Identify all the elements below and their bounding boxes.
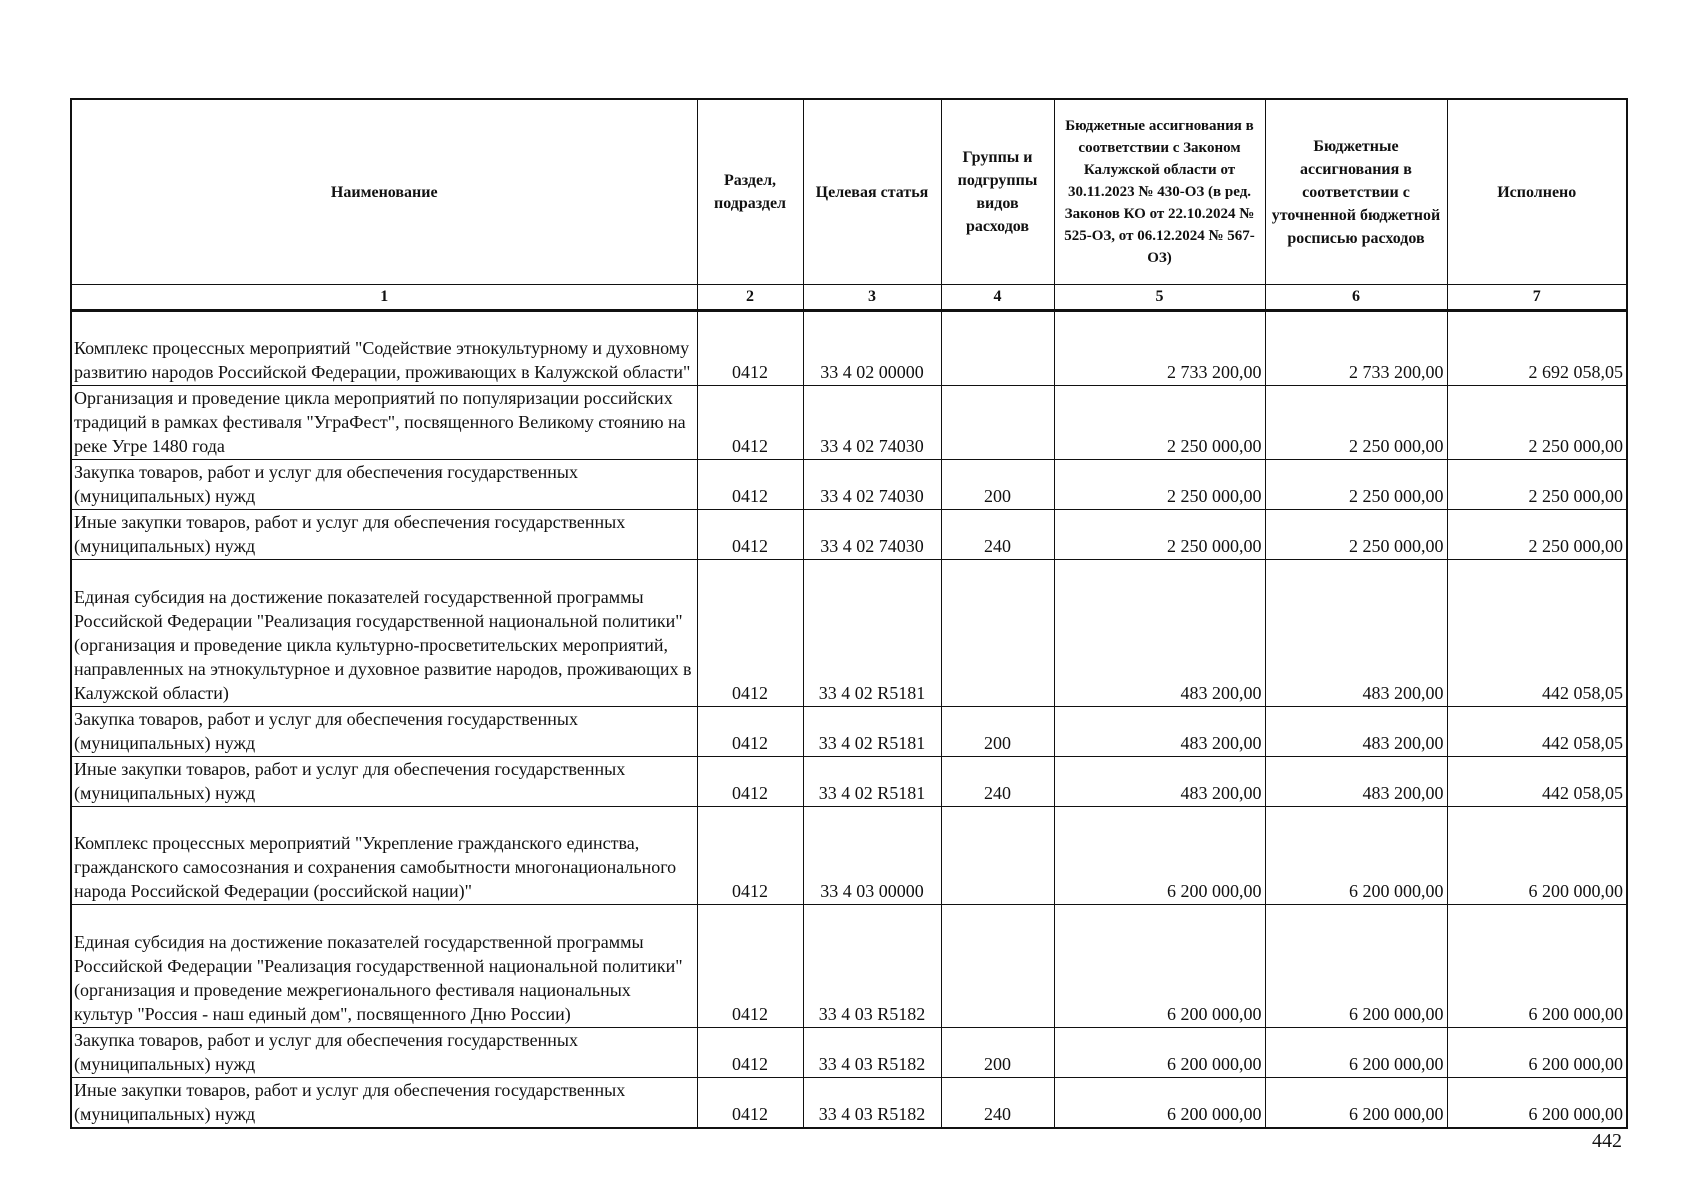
row-done: 442 058,05 (1447, 560, 1627, 707)
row-name: Единая субсидия на достижение показателей государственной программы Российской Федерации "Реализация государственной национальной политики" (организация и проведение межрегионального фестиваля национальных культур "Россия - наш единый дом", посвященного Дню России) (71, 905, 697, 1028)
table-row (71, 905, 1627, 1028)
row-plan: 6 200 000,00 (1265, 905, 1447, 1028)
row-name: Закупка товаров, работ и услуг для обеспечения государственных (муниципальных) нужд (71, 1028, 697, 1078)
row-name: Закупка товаров, работ и услуг для обеспечения государственных (муниципальных) нужд (71, 460, 697, 510)
row-law: 6 200 000,00 (1054, 1078, 1265, 1129)
row-section: 0412 (697, 386, 803, 460)
budget-sheet (70, 98, 1626, 1129)
row-plan: 2 250 000,00 (1265, 510, 1447, 560)
row-done: 2 250 000,00 (1447, 510, 1627, 560)
table-row (71, 1078, 1627, 1129)
row-article: 33 4 02 74030 (803, 510, 941, 560)
row-name: Единая субсидия на достижение показателей государственной программы Российской Федерации "Реализация государственной национальной политики" (организация и проведение цикла культурно-просветительских мероприятий, направленных на этнокультурное и духовное развитие народов, проживающих в Калужской области) (71, 560, 697, 707)
row-law: 6 200 000,00 (1054, 807, 1265, 905)
table-row (71, 311, 1627, 386)
row-plan: 483 200,00 (1265, 560, 1447, 707)
row-group: 200 (941, 1028, 1054, 1078)
row-law: 2 733 200,00 (1054, 311, 1265, 386)
row-plan: 2 250 000,00 (1265, 460, 1447, 510)
row-plan: 483 200,00 (1265, 707, 1447, 757)
row-law: 6 200 000,00 (1054, 1028, 1265, 1078)
row-law: 2 250 000,00 (1054, 386, 1265, 460)
header-article: Целевая статья (803, 99, 941, 285)
table-row (71, 510, 1627, 560)
column-number: 7 (1447, 285, 1627, 311)
header-expense-group: Группы и подгруппы видов расходов (941, 99, 1054, 285)
row-article: 33 4 03 R5182 (803, 1078, 941, 1129)
row-law: 2 250 000,00 (1054, 510, 1265, 560)
row-article: 33 4 02 74030 (803, 460, 941, 510)
row-article: 33 4 02 00000 (803, 311, 941, 386)
row-section: 0412 (697, 560, 803, 707)
row-name: Закупка товаров, работ и услуг для обеспечения государственных (муниципальных) нужд (71, 707, 697, 757)
table-row (71, 386, 1627, 460)
header-row (71, 99, 1627, 285)
column-number-row (71, 285, 1627, 311)
table-row (71, 707, 1627, 757)
row-article: 33 4 02 R5181 (803, 560, 941, 707)
table-row (71, 560, 1627, 707)
table-row (71, 460, 1627, 510)
row-name: Организация и проведение цикла мероприятий по популяризации российских традиций в рамках фестиваля "УграФест", посвященного Великому стоянию на реке Угре 1480 года (71, 386, 697, 460)
row-group (941, 311, 1054, 386)
row-plan: 2 250 000,00 (1265, 386, 1447, 460)
row-section: 0412 (697, 1028, 803, 1078)
row-group (941, 905, 1054, 1028)
row-group: 240 (941, 510, 1054, 560)
row-article: 33 4 02 R5181 (803, 707, 941, 757)
row-name: Иные закупки товаров, работ и услуг для обеспечения государственных (муниципальных) нужд (71, 510, 697, 560)
row-name: Комплекс процессных мероприятий "Содействие этнокультурному и духовному развитию народов Российской Федерации, проживающих в Калужской области" (71, 311, 697, 386)
row-name: Комплекс процессных мероприятий "Укрепление гражданского единства, гражданского самосознания и сохранения самобытности многонационального народа Российской Федерации (российской нации)" (71, 807, 697, 905)
header-law-allocation: Бюджетные ассигнования в соответствии с Законом Калужской области от 30.11.2023 № 430-ОЗ (в ред. Законов КО от 22.10.2024 № 525-ОЗ, от 06.12.2024 № 567-ОЗ) (1054, 99, 1265, 285)
row-law: 2 250 000,00 (1054, 460, 1265, 510)
header-plan-allocation: Бюджетные ассигнования в соответствии с уточненной бюджетной росписью расходов (1265, 99, 1447, 285)
row-done: 6 200 000,00 (1447, 1078, 1627, 1129)
table-row (71, 1028, 1627, 1078)
row-law: 483 200,00 (1054, 707, 1265, 757)
row-law: 483 200,00 (1054, 560, 1265, 707)
row-article: 33 4 03 R5182 (803, 1028, 941, 1078)
row-plan: 2 733 200,00 (1265, 311, 1447, 386)
row-section: 0412 (697, 510, 803, 560)
row-section: 0412 (697, 311, 803, 386)
row-done: 2 692 058,05 (1447, 311, 1627, 386)
row-section: 0412 (697, 1078, 803, 1129)
page-number: 442 (1592, 1130, 1622, 1152)
row-done: 442 058,05 (1447, 757, 1627, 807)
row-group: 240 (941, 1078, 1054, 1129)
row-done: 6 200 000,00 (1447, 905, 1627, 1028)
row-group: 200 (941, 707, 1054, 757)
row-name: Иные закупки товаров, работ и услуг для обеспечения государственных (муниципальных) нужд (71, 757, 697, 807)
row-plan: 6 200 000,00 (1265, 807, 1447, 905)
row-plan: 6 200 000,00 (1265, 1078, 1447, 1129)
row-plan: 483 200,00 (1265, 757, 1447, 807)
row-group (941, 386, 1054, 460)
row-law: 483 200,00 (1054, 757, 1265, 807)
column-number: 1 (71, 285, 697, 311)
column-number: 6 (1265, 285, 1447, 311)
row-article: 33 4 02 R5181 (803, 757, 941, 807)
column-number: 5 (1054, 285, 1265, 311)
row-group (941, 560, 1054, 707)
row-section: 0412 (697, 757, 803, 807)
row-done: 6 200 000,00 (1447, 807, 1627, 905)
column-number: 2 (697, 285, 803, 311)
row-section: 0412 (697, 460, 803, 510)
row-done: 2 250 000,00 (1447, 386, 1627, 460)
row-article: 33 4 02 74030 (803, 386, 941, 460)
header-name: Наименование (71, 99, 697, 285)
row-article: 33 4 03 00000 (803, 807, 941, 905)
header-section: Раздел, подраздел (697, 99, 803, 285)
row-plan: 6 200 000,00 (1265, 1028, 1447, 1078)
row-done: 442 058,05 (1447, 707, 1627, 757)
column-number: 4 (941, 285, 1054, 311)
budget-table (70, 98, 1628, 1129)
row-name: Иные закупки товаров, работ и услуг для обеспечения государственных (муниципальных) нужд (71, 1078, 697, 1129)
row-done: 6 200 000,00 (1447, 1028, 1627, 1078)
row-section: 0412 (697, 905, 803, 1028)
row-section: 0412 (697, 707, 803, 757)
row-article: 33 4 03 R5182 (803, 905, 941, 1028)
header-executed: Исполнено (1447, 99, 1627, 285)
row-done: 2 250 000,00 (1447, 460, 1627, 510)
column-number: 3 (803, 285, 941, 311)
table-row (71, 757, 1627, 807)
row-group: 240 (941, 757, 1054, 807)
row-section: 0412 (697, 807, 803, 905)
row-group: 200 (941, 460, 1054, 510)
row-group (941, 807, 1054, 905)
row-law: 6 200 000,00 (1054, 905, 1265, 1028)
table-row (71, 807, 1627, 905)
